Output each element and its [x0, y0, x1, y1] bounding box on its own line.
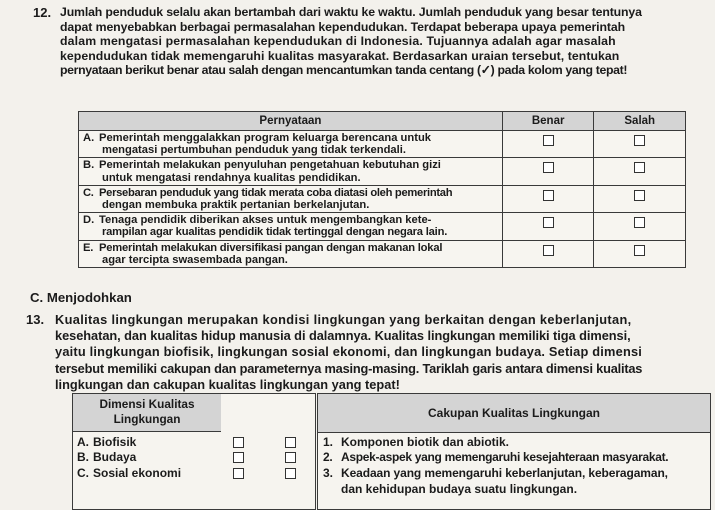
header-false: Salah [594, 112, 686, 131]
false-checkbox-e[interactable] [594, 240, 686, 267]
q13-line-3: yaitu lingkungan biofisik, lingkungan sosial ekonomi, dan lingkungan budaya. Setiap dimensi [55, 344, 643, 360]
dimension-table [72, 393, 316, 510]
true-checkbox-a[interactable] [502, 131, 594, 158]
dimension-header: Dimensi Kualitas Lingkungan [73, 394, 221, 432]
true-checkbox-d[interactable] [502, 213, 594, 240]
true-checkbox-e[interactable] [502, 240, 594, 267]
dimension-item-c: C. Sosial ekonomi [77, 466, 182, 480]
q12-line-4: kependudukan tidak memengaruhi kualitas masyarakat. Berdasarkan uraian tersebut, tentukan [60, 48, 620, 63]
match-box-b[interactable] [233, 452, 244, 463]
true-checkbox-c[interactable] [502, 185, 594, 212]
match-box-3[interactable] [285, 468, 296, 479]
match-box-1[interactable] [285, 437, 296, 448]
false-checkbox-d[interactable] [594, 213, 686, 240]
dimension-item-a: A. Biofisik [77, 435, 137, 449]
statement-a: A. Pemerintah menggalakkan program keluarga berencana untuk mengatasi pertumbuhan penduduk yang tidak terkendali. [79, 131, 503, 158]
question-13-number: 13. [26, 312, 45, 327]
match-box-a[interactable] [233, 437, 244, 448]
scope-item-1: 1. Komponen biotik dan abiotik. [323, 435, 509, 449]
table-row [79, 240, 686, 267]
match-box-2[interactable] [285, 452, 296, 463]
statement-c: C. Persebaran penduduk yang tidak merata coba diatasi oleh pemerintah dengan membuka praktik pertanian berkelanjutan. [79, 185, 503, 212]
scope-header: Cakupan Kualitas Lingkungan [318, 394, 710, 433]
match-box-c[interactable] [233, 468, 244, 479]
table-row [79, 185, 686, 212]
scope-table [317, 393, 711, 510]
q13-line-2: kesehatan, dan kualitas hidup manusia di dalamnya. Kualitas lingkungan memiliki tiga dimensi, [55, 328, 631, 344]
question-12-number: 12. [33, 5, 52, 20]
header-true: Benar [502, 112, 594, 131]
question-13-text [55, 312, 710, 393]
false-checkbox-c[interactable] [594, 185, 686, 212]
q12-line-2: dapat menyebabkan berbagai permasalahan kependudukan. Terdapat beberapa upaya pemerintah [60, 19, 626, 34]
q13-line-4: tersebut memiliki cakupan dan parameternya masing-masing. Tariklah garis antara dimensi kualitas [55, 360, 643, 376]
scope-item-3-continuation: dan kehidupan budaya suatu lingkungan. [341, 482, 578, 496]
true-checkbox-b[interactable] [502, 158, 594, 185]
q13-line-1: Kualitas lingkungan merupakan kondisi lingkungan yang berkaitan dengan keberlanjutan, [55, 312, 632, 327]
dimension-item-b: B. Budaya [77, 450, 137, 464]
statement-b: B. Pemerintah melakukan penyuluhan pengetahuan kebutuhan gizi untuk mengatasi rendahnya kualitas pendidikan. [79, 158, 503, 185]
table-row [79, 158, 686, 185]
section-c-heading: C. Menjodohkan [30, 290, 132, 305]
true-false-table [78, 111, 686, 268]
false-checkbox-b[interactable] [594, 158, 686, 185]
q12-line-5: pernyataan berikut benar atau salah dengan mencantumkan tanda centang (✓) pada kolom yang tepat! [60, 63, 628, 78]
question-12-text [60, 5, 710, 78]
scope-item-3: 3. Keadaan yang memengaruhi keberlanjutan, keberagaman, [323, 466, 668, 480]
header-statement: Pernyataan [79, 112, 503, 131]
table-row [79, 213, 686, 240]
q12-line-1: Jumlah penduduk selalu akan bertambah dari waktu ke waktu. Jumlah penduduk yang besar tentunya [60, 5, 642, 19]
scope-item-2: 2. Aspek-aspek yang memengaruhi kesejahteraan masyarakat. [323, 450, 669, 464]
table-row [79, 131, 686, 158]
q13-line-5: lingkungan dan cakupan kualitas lingkungan yang tepat! [55, 376, 400, 392]
q12-line-3: dalam mengatasi permasalahan kependudukan di Indonesia. Tujuannya adalah agar masalah [60, 34, 616, 49]
false-checkbox-a[interactable] [594, 131, 686, 158]
statement-d: D. Tenaga pendidik diberikan akses untuk mengembangkan kete- rampilan agar kualitas pendidik tidak tertinggal dengan negara lain. [79, 213, 503, 240]
statement-e: E. Pemerintah melakukan diversifikasi pangan dengan makanan lokal agar tercipta swasembada pangan. [79, 240, 503, 267]
